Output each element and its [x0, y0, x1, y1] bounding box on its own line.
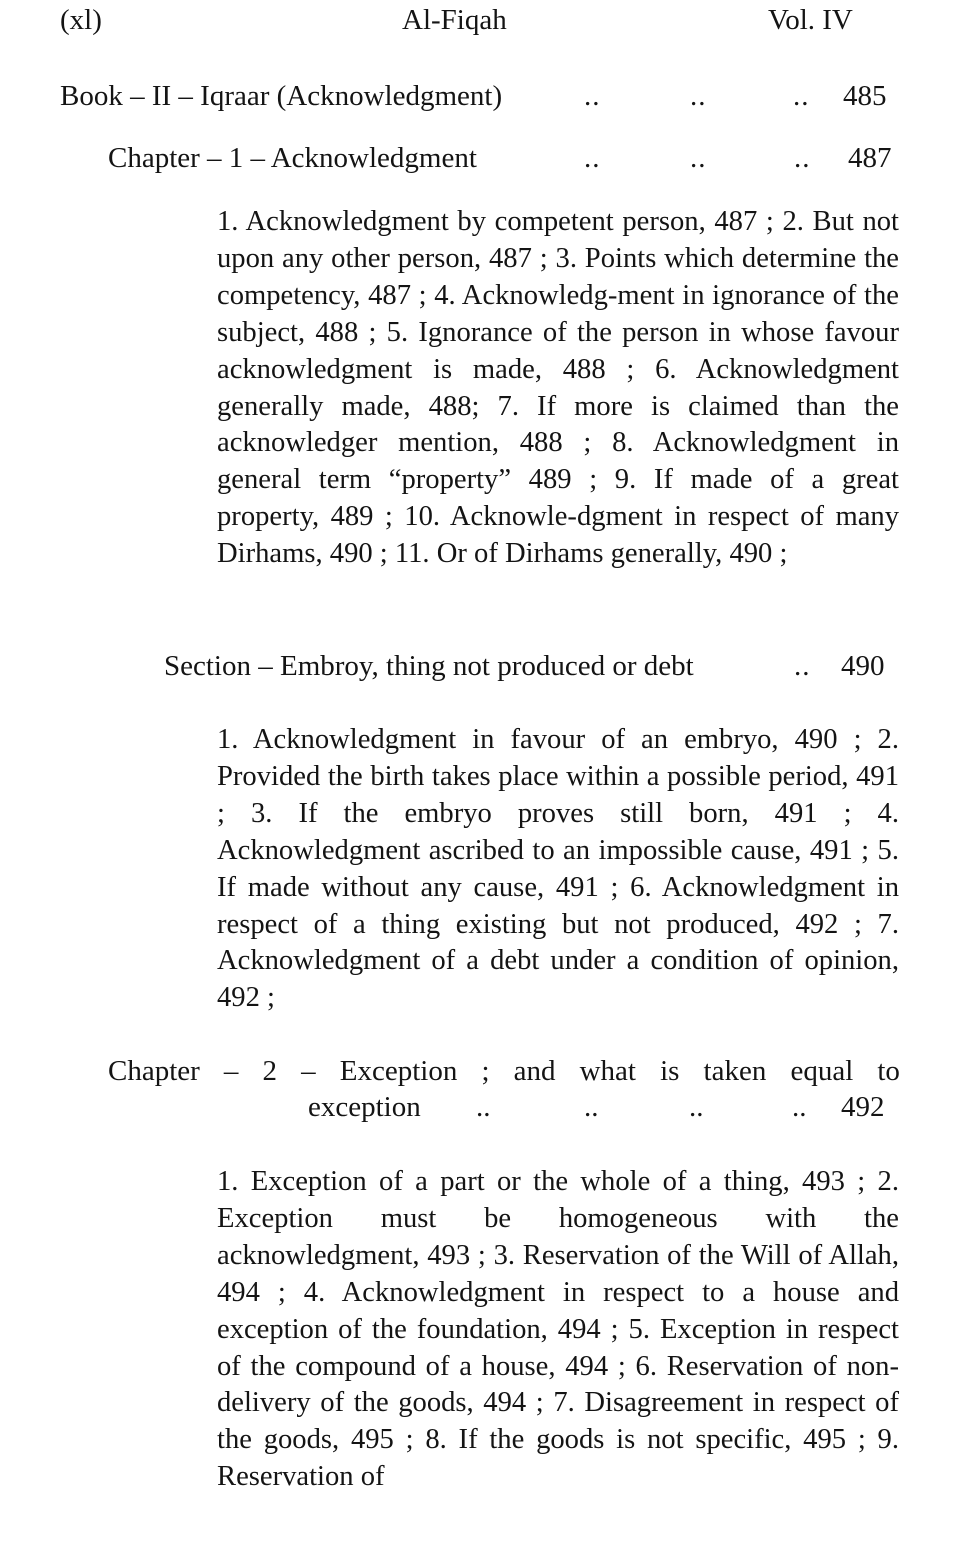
heading-word: equal [790, 1055, 854, 1087]
heading-word: and [513, 1055, 556, 1087]
leader-dots: .. [690, 80, 707, 112]
leader-dots: .. [690, 142, 707, 174]
heading-word: Exception [339, 1055, 458, 1087]
leader-dots: .. [792, 1091, 807, 1123]
chapter-2-heading-line [108, 1053, 900, 1089]
leader-dots: .. [794, 142, 811, 174]
toc-page-number: 485 [843, 80, 887, 112]
toc-entry-label: Book – II – Iqraar (Acknowledgment) [60, 80, 503, 112]
leader-dots: .. [476, 1091, 491, 1123]
chapter-1-summary: 1. Acknowledgment by competent person, 487 ; 2. But not upon any other person, 487 ; 3. Points which determine the competency, 487 ; 4. Acknowledg-ment in ignorance of the subject, 488 ; 5. Ignorance of the person in whose favour acknowledgment is made, 488 ; 6. Acknowledgment generally made, 488; 7. If more is claimed than the acknowledger mention, 488 ; 8. Acknowledgment in general term “property” 489 ; 9. If made of a great property, 489 ; 10. Acknowle-dgment in respect of many Dirhams, 490 ; 11. Or of Dirhams generally, 490 ; [217, 206, 899, 570]
heading-word: 2 [262, 1055, 278, 1087]
heading-word: to [877, 1055, 900, 1087]
toc-page-number: 487 [848, 142, 892, 174]
volume-label: Vol. IV [768, 4, 853, 36]
heading-word: is [660, 1055, 680, 1087]
toc-entry-chapter-1 [108, 140, 900, 176]
running-title: Al-Fiqah [402, 4, 507, 36]
leader-dots: .. [793, 80, 810, 112]
heading-word: taken [703, 1055, 767, 1087]
heading-word: – [301, 1055, 316, 1087]
toc-entry-label: Chapter – 1 – Acknowledgment [108, 142, 477, 174]
toc-entry-section [164, 648, 900, 684]
heading-word: – [223, 1055, 239, 1087]
leader-dots: .. [584, 80, 601, 112]
toc-entry-chapter-2 [108, 1053, 900, 1125]
heading-word: Chapter [108, 1055, 200, 1087]
running-header [0, 4, 960, 44]
leader-dots: .. [584, 1091, 599, 1123]
toc-entry-label: Section – Embroy, thing not produced or debt [164, 650, 694, 682]
chapter-2-summary: 1. Exception of a part or the whole of a thing, 493 ; 2. Exception must be homogeneous with the acknowledgment, 493 ; 3. Reservation of the Will of Allah, 494 ; 4. Acknowledgment in respect to a house and exception of the foundation, 494 ; 5. Exception in respect of the compound of a house, 494 ; 6. Reservation of non-delivery of the goods, 494 ; 7. Disagreement in respect of the goods, 495 ; 8. If the goods is not specific, 495 ; 9. Reservation of [217, 1166, 899, 1493]
toc-page-number: 492 [841, 1091, 885, 1123]
leader-dots: .. [584, 142, 601, 174]
leader-dots: .. [794, 650, 811, 682]
page-number: (xl) [60, 4, 102, 36]
toc-entry-book [60, 78, 900, 114]
toc-entry-label: exception [308, 1091, 421, 1123]
section-summary: 1. Acknowledgment in favour of an embryo, 490 ; 2. Provided the birth takes place within a possible period, 491 ; 3. If the embryo proves still born, 491 ; 4. Acknowledgment ascribed to an impossible cause, 491 ; 5. If made without any cause, 491 ; 6. Acknowledgment in respect of a thing existing but not produced, 492 ; 7. Acknowledgment of a debt under a condition of opinion, 492 ; [217, 724, 899, 1014]
leader-dots: .. [689, 1091, 704, 1123]
heading-word: what [579, 1055, 636, 1087]
toc-page-number: 490 [841, 650, 885, 682]
chapter-2-continuation-line [108, 1089, 900, 1125]
heading-word: ; [481, 1055, 490, 1087]
